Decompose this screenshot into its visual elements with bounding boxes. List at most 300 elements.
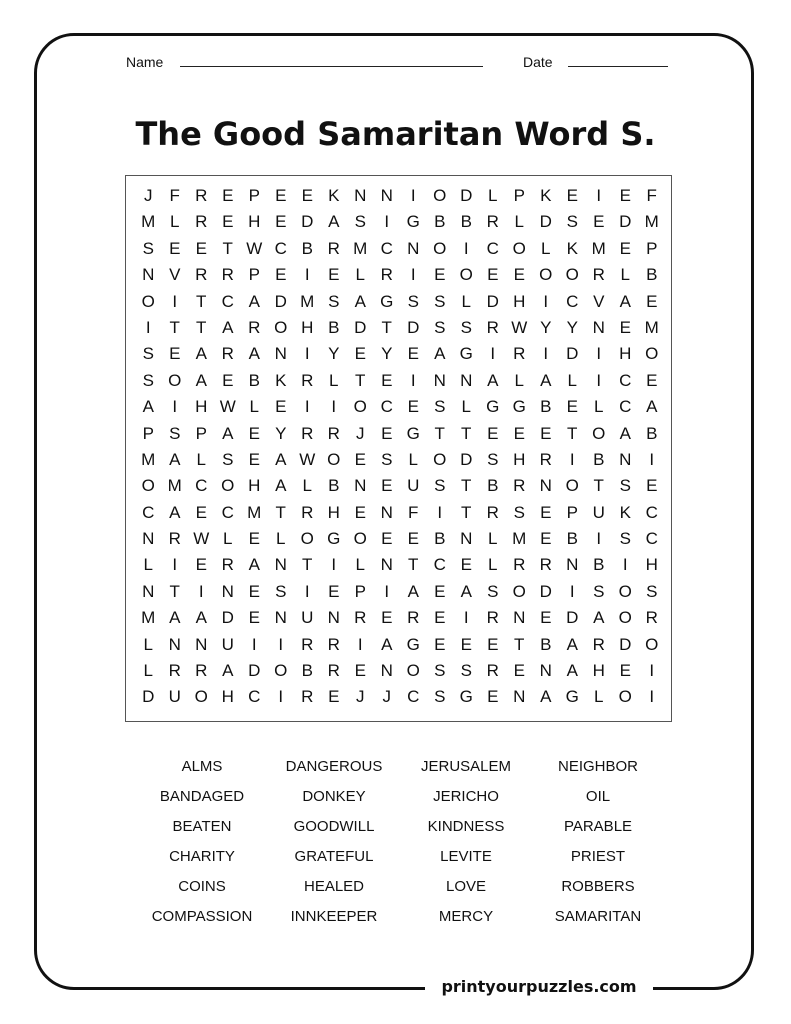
grid-letter[interactable]: S xyxy=(460,317,472,337)
grid-letter[interactable]: C xyxy=(433,555,446,575)
grid-letter[interactable]: R xyxy=(327,634,340,654)
grid-letter[interactable]: C xyxy=(619,370,632,390)
grid-letter[interactable]: U xyxy=(168,687,181,707)
grid-letter[interactable]: B xyxy=(328,476,340,496)
grid-letter[interactable]: B xyxy=(460,212,472,232)
grid-letter[interactable]: A xyxy=(248,555,260,575)
grid-letter[interactable]: M xyxy=(353,238,368,258)
grid-letter[interactable]: R xyxy=(301,423,314,443)
grid-letter[interactable]: E xyxy=(487,265,499,285)
grid-letter[interactable]: A xyxy=(381,634,393,654)
grid-letter[interactable]: U xyxy=(221,634,234,654)
grid-letter[interactable]: T xyxy=(222,238,233,258)
grid-letter[interactable]: A xyxy=(566,634,578,654)
grid-letter[interactable]: K xyxy=(540,186,552,205)
grid-letter[interactable]: L xyxy=(143,661,153,681)
grid-letter[interactable]: E xyxy=(407,397,419,417)
grid-letter[interactable]: T xyxy=(567,423,578,443)
grid-letter[interactable]: D xyxy=(221,608,234,628)
grid-letter[interactable]: T xyxy=(461,476,472,496)
grid-letter[interactable]: S xyxy=(593,581,605,601)
grid-letter[interactable]: R xyxy=(486,502,499,522)
grid-letter[interactable]: H xyxy=(645,555,658,575)
grid-letter[interactable]: O xyxy=(592,423,606,443)
grid-letter[interactable]: E xyxy=(407,529,419,549)
grid-letter[interactable]: T xyxy=(302,555,313,575)
grid-letter[interactable]: I xyxy=(278,687,284,707)
grid-letter[interactable]: N xyxy=(513,608,526,628)
grid-letter[interactable]: S xyxy=(434,687,446,707)
grid-letter[interactable]: K xyxy=(328,186,340,205)
grid-letter[interactable]: A xyxy=(222,423,234,443)
grid-letter[interactable]: V xyxy=(169,265,181,285)
grid-letter[interactable]: E xyxy=(195,502,207,522)
grid-letter[interactable]: E xyxy=(619,317,631,337)
grid-letter[interactable]: E xyxy=(248,449,260,469)
grid-letter[interactable]: S xyxy=(434,317,446,337)
grid-letter[interactable]: E xyxy=(195,555,207,575)
grid-letter[interactable]: R xyxy=(645,608,658,628)
grid-letter[interactable]: G xyxy=(406,212,420,232)
grid-letter[interactable]: S xyxy=(142,344,154,364)
grid-letter[interactable]: P xyxy=(195,423,207,443)
grid-letter[interactable]: R xyxy=(380,265,393,285)
grid-letter[interactable]: P xyxy=(142,423,154,443)
grid-letter[interactable]: G xyxy=(459,687,473,707)
grid-letter[interactable]: L xyxy=(514,370,524,390)
grid-letter[interactable]: U xyxy=(407,476,420,496)
grid-letter[interactable]: G xyxy=(406,634,420,654)
grid-letter[interactable]: G xyxy=(565,687,579,707)
grid-letter[interactable]: D xyxy=(460,449,473,469)
grid-letter[interactable]: G xyxy=(406,423,420,443)
grid-letter[interactable]: O xyxy=(459,265,473,285)
grid-letter[interactable]: E xyxy=(540,608,552,628)
grid-letter[interactable]: R xyxy=(195,212,208,232)
grid-letter[interactable]: E xyxy=(354,661,366,681)
grid-letter[interactable]: D xyxy=(354,317,367,337)
grid-letter[interactable]: C xyxy=(195,476,208,496)
grid-letter[interactable]: L xyxy=(594,687,604,707)
grid-letter[interactable]: B xyxy=(487,476,499,496)
grid-letter[interactable]: I xyxy=(543,291,549,311)
grid-letter[interactable]: S xyxy=(487,581,499,601)
grid-letter[interactable]: N xyxy=(168,634,181,654)
grid-letter[interactable]: E xyxy=(169,238,181,258)
grid-letter[interactable]: N xyxy=(380,555,393,575)
grid-letter[interactable]: N xyxy=(274,555,287,575)
grid-letter[interactable]: I xyxy=(649,687,655,707)
grid-letter[interactable]: D xyxy=(566,344,579,364)
grid-letter[interactable]: D xyxy=(619,212,632,232)
grid-letter[interactable]: H xyxy=(513,291,526,311)
grid-letter[interactable]: L xyxy=(488,555,498,575)
grid-letter[interactable]: I xyxy=(384,581,390,601)
grid-letter[interactable]: E xyxy=(407,344,419,364)
grid-letter[interactable]: K xyxy=(619,502,631,522)
grid-letter[interactable]: A xyxy=(169,502,181,522)
grid-letter[interactable]: P xyxy=(646,238,658,258)
grid-letter[interactable]: E xyxy=(222,370,234,390)
grid-letter[interactable]: N xyxy=(221,581,234,601)
grid-letter[interactable]: E xyxy=(248,608,260,628)
grid-letter[interactable]: E xyxy=(275,265,287,285)
grid-letter[interactable]: P xyxy=(513,186,525,205)
grid-letter[interactable]: E xyxy=(222,186,234,205)
grid-letter[interactable]: O xyxy=(645,634,659,654)
grid-letter[interactable]: A xyxy=(460,581,472,601)
grid-letter[interactable]: E xyxy=(275,397,287,417)
grid-letter[interactable]: N xyxy=(433,370,446,390)
grid-letter[interactable]: E xyxy=(540,423,552,443)
grid-letter[interactable]: N xyxy=(142,581,155,601)
grid-letter[interactable]: G xyxy=(327,529,341,549)
date-field-line[interactable] xyxy=(568,66,668,67)
grid-letter[interactable]: R xyxy=(513,476,526,496)
grid-letter[interactable]: R xyxy=(407,608,420,628)
grid-letter[interactable]: I xyxy=(463,238,469,258)
grid-letter[interactable]: L xyxy=(355,265,365,285)
grid-letter[interactable]: I xyxy=(437,502,443,522)
grid-letter[interactable]: I xyxy=(278,634,284,654)
grid-letter[interactable]: A xyxy=(646,397,658,417)
grid-letter[interactable]: R xyxy=(301,502,314,522)
grid-letter[interactable]: E xyxy=(195,238,207,258)
grid-letter[interactable]: I xyxy=(172,555,178,575)
grid-letter[interactable]: H xyxy=(195,397,208,417)
grid-letter[interactable]: N xyxy=(380,502,393,522)
grid-letter[interactable]: S xyxy=(434,661,446,681)
grid-letter[interactable]: M xyxy=(167,476,182,496)
grid-letter[interactable]: T xyxy=(169,581,180,601)
grid-letter[interactable]: G xyxy=(512,397,526,417)
grid-letter[interactable]: I xyxy=(596,370,602,390)
grid-letter[interactable]: D xyxy=(539,581,552,601)
grid-letter[interactable]: J xyxy=(144,186,153,205)
grid-letter[interactable]: A xyxy=(195,344,207,364)
grid-letter[interactable]: I xyxy=(410,370,416,390)
grid-letter[interactable]: E xyxy=(646,291,658,311)
grid-letter[interactable]: C xyxy=(380,397,393,417)
grid-letter[interactable]: O xyxy=(433,238,447,258)
grid-letter[interactable]: C xyxy=(645,529,658,549)
grid-letter[interactable]: I xyxy=(596,529,602,549)
grid-letter[interactable]: E xyxy=(566,397,578,417)
grid-letter[interactable]: A xyxy=(593,608,605,628)
grid-letter[interactable]: A xyxy=(169,449,181,469)
grid-letter[interactable]: A xyxy=(540,687,552,707)
grid-letter[interactable]: I xyxy=(331,555,337,575)
grid-letter[interactable]: I xyxy=(304,397,310,417)
grid-letter[interactable]: D xyxy=(486,291,499,311)
grid-letter[interactable]: E xyxy=(434,265,446,285)
grid-letter[interactable]: E xyxy=(381,370,393,390)
grid-letter[interactable]: O xyxy=(327,449,341,469)
grid-letter[interactable]: E xyxy=(275,212,287,232)
grid-letter[interactable]: O xyxy=(565,476,579,496)
grid-letter[interactable]: I xyxy=(569,449,575,469)
grid-letter[interactable]: E xyxy=(434,608,446,628)
grid-letter[interactable]: E xyxy=(328,687,340,707)
grid-letter[interactable]: O xyxy=(300,529,314,549)
grid-letter[interactable]: O xyxy=(512,238,526,258)
grid-letter[interactable]: E xyxy=(646,476,658,496)
grid-letter[interactable]: E xyxy=(275,186,287,205)
grid-letter[interactable]: N xyxy=(274,344,287,364)
grid-letter[interactable]: S xyxy=(407,291,419,311)
grid-letter[interactable]: H xyxy=(248,476,261,496)
grid-letter[interactable]: P xyxy=(566,502,578,522)
grid-letter[interactable]: N xyxy=(354,186,367,205)
grid-letter[interactable]: L xyxy=(461,291,471,311)
grid-letter[interactable]: L xyxy=(329,370,339,390)
grid-letter[interactable]: W xyxy=(246,238,263,258)
grid-letter[interactable]: O xyxy=(274,661,288,681)
grid-letter[interactable]: R xyxy=(486,317,499,337)
grid-letter[interactable]: O xyxy=(433,449,447,469)
grid-letter[interactable]: S xyxy=(487,449,499,469)
grid-letter[interactable]: R xyxy=(221,265,234,285)
grid-letter[interactable]: E xyxy=(248,423,260,443)
grid-letter[interactable]: A xyxy=(222,661,234,681)
grid-letter[interactable]: N xyxy=(566,555,579,575)
grid-letter[interactable]: B xyxy=(434,212,446,232)
grid-letter[interactable]: T xyxy=(196,317,207,337)
grid-letter[interactable]: L xyxy=(143,555,153,575)
grid-letter[interactable]: D xyxy=(566,608,579,628)
grid-letter[interactable]: R xyxy=(513,344,526,364)
grid-letter[interactable]: E xyxy=(381,476,393,496)
grid-letter[interactable]: G xyxy=(380,291,394,311)
grid-letter[interactable]: I xyxy=(304,344,310,364)
grid-letter[interactable]: N xyxy=(274,608,287,628)
name-field-line[interactable] xyxy=(180,66,483,67)
grid-letter[interactable]: G xyxy=(486,397,500,417)
grid-letter[interactable]: E xyxy=(460,555,472,575)
grid-letter[interactable]: P xyxy=(248,265,260,285)
grid-letter[interactable]: M xyxy=(141,608,156,628)
grid-letter[interactable]: R xyxy=(513,555,526,575)
grid-letter[interactable]: C xyxy=(407,687,420,707)
grid-letter[interactable]: S xyxy=(513,502,525,522)
grid-letter[interactable]: I xyxy=(410,265,416,285)
grid-letter[interactable]: L xyxy=(567,370,577,390)
grid-letter[interactable]: O xyxy=(618,608,632,628)
grid-letter[interactable]: L xyxy=(408,449,418,469)
grid-letter[interactable]: D xyxy=(407,317,420,337)
grid-letter[interactable]: Y xyxy=(566,317,578,337)
grid-letter[interactable]: T xyxy=(275,502,286,522)
grid-letter[interactable]: L xyxy=(223,529,233,549)
grid-letter[interactable]: E xyxy=(566,186,578,205)
grid-letter[interactable]: E xyxy=(354,449,366,469)
grid-letter[interactable]: B xyxy=(646,423,658,443)
grid-letter[interactable]: E xyxy=(619,661,631,681)
grid-letter[interactable]: B xyxy=(540,634,552,654)
grid-letter[interactable]: I xyxy=(596,344,602,364)
grid-letter[interactable]: T xyxy=(593,476,604,496)
grid-letter[interactable]: I xyxy=(490,344,496,364)
grid-letter[interactable]: T xyxy=(381,317,392,337)
grid-letter[interactable]: B xyxy=(328,317,340,337)
grid-letter[interactable]: P xyxy=(354,581,366,601)
grid-letter[interactable]: C xyxy=(221,291,234,311)
grid-letter[interactable]: D xyxy=(619,634,632,654)
grid-letter[interactable]: B xyxy=(434,529,446,549)
grid-letter[interactable]: E xyxy=(513,423,525,443)
grid-letter[interactable]: E xyxy=(381,608,393,628)
grid-letter[interactable]: R xyxy=(327,423,340,443)
grid-letter[interactable]: I xyxy=(304,265,310,285)
grid-letter[interactable]: A xyxy=(434,344,446,364)
grid-letter[interactable]: R xyxy=(327,238,340,258)
grid-letter[interactable]: O xyxy=(645,344,659,364)
grid-letter[interactable]: Y xyxy=(381,344,393,364)
grid-letter[interactable]: C xyxy=(221,502,234,522)
grid-letter[interactable]: S xyxy=(646,581,658,601)
grid-letter[interactable]: I xyxy=(198,581,204,601)
grid-letter[interactable]: R xyxy=(592,634,605,654)
grid-letter[interactable]: J xyxy=(382,687,391,707)
grid-letter[interactable]: O xyxy=(141,476,155,496)
grid-letter[interactable]: L xyxy=(488,186,498,205)
grid-letter[interactable]: H xyxy=(301,317,314,337)
grid-letter[interactable]: S xyxy=(434,476,446,496)
grid-letter[interactable]: M xyxy=(512,529,527,549)
grid-letter[interactable]: R xyxy=(327,661,340,681)
grid-letter[interactable]: R xyxy=(248,317,261,337)
grid-letter[interactable]: V xyxy=(593,291,605,311)
grid-letter[interactable]: A xyxy=(195,370,207,390)
grid-letter[interactable]: E xyxy=(460,634,472,654)
grid-letter[interactable]: R xyxy=(195,186,208,205)
grid-letter[interactable]: I xyxy=(569,581,575,601)
grid-letter[interactable]: Y xyxy=(328,344,340,364)
grid-letter[interactable]: I xyxy=(331,397,337,417)
grid-letter[interactable]: R xyxy=(539,449,552,469)
grid-letter[interactable]: N xyxy=(539,476,552,496)
grid-letter[interactable]: I xyxy=(304,581,310,601)
grid-letter[interactable]: E xyxy=(619,238,631,258)
grid-letter[interactable]: O xyxy=(168,370,182,390)
grid-letter[interactable]: H xyxy=(619,344,632,364)
grid-letter[interactable]: A xyxy=(407,581,419,601)
grid-letter[interactable]: S xyxy=(619,529,631,549)
grid-letter[interactable]: O xyxy=(539,265,553,285)
grid-letter[interactable]: H xyxy=(221,687,234,707)
grid-letter[interactable]: R xyxy=(195,265,208,285)
grid-letter[interactable]: O xyxy=(353,397,367,417)
grid-letter[interactable]: R xyxy=(539,555,552,575)
grid-letter[interactable]: N xyxy=(513,687,526,707)
grid-letter[interactable]: R xyxy=(486,212,499,232)
grid-letter[interactable]: I xyxy=(172,397,178,417)
grid-letter[interactable]: O xyxy=(194,687,208,707)
grid-letter[interactable]: J xyxy=(356,423,365,443)
grid-letter[interactable]: N xyxy=(195,634,208,654)
grid-letter[interactable]: T xyxy=(169,317,180,337)
grid-letter[interactable]: N xyxy=(142,529,155,549)
grid-letter[interactable]: H xyxy=(592,661,605,681)
grid-letter[interactable]: S xyxy=(222,449,234,469)
grid-letter[interactable]: H xyxy=(327,502,340,522)
grid-letter[interactable]: E xyxy=(354,344,366,364)
grid-letter[interactable]: R xyxy=(354,608,367,628)
grid-letter[interactable]: S xyxy=(328,291,340,311)
grid-letter[interactable]: I xyxy=(251,634,257,654)
grid-letter[interactable]: D xyxy=(142,687,155,707)
grid-letter[interactable]: A xyxy=(619,291,631,311)
grid-letter[interactable]: L xyxy=(488,529,498,549)
grid-letter[interactable]: U xyxy=(301,608,314,628)
grid-letter[interactable]: N xyxy=(619,449,632,469)
grid-letter[interactable]: S xyxy=(169,423,181,443)
grid-letter[interactable]: Y xyxy=(540,317,552,337)
grid-letter[interactable]: L xyxy=(355,555,365,575)
grid-letter[interactable]: W xyxy=(219,397,236,417)
grid-letter[interactable]: N xyxy=(380,186,393,205)
grid-letter[interactable]: L xyxy=(196,449,206,469)
grid-letter[interactable]: B xyxy=(301,661,313,681)
grid-letter[interactable]: E xyxy=(328,265,340,285)
grid-letter[interactable]: N xyxy=(380,661,393,681)
grid-letter[interactable]: E xyxy=(248,529,260,549)
grid-letter[interactable]: T xyxy=(434,423,445,443)
grid-letter[interactable]: D xyxy=(274,291,287,311)
grid-letter[interactable]: F xyxy=(646,186,657,205)
grid-letter[interactable]: F xyxy=(408,502,419,522)
grid-letter[interactable]: S xyxy=(381,449,393,469)
grid-letter[interactable]: C xyxy=(566,291,579,311)
grid-letter[interactable]: N xyxy=(354,476,367,496)
grid-letter[interactable]: C xyxy=(248,687,261,707)
grid-letter[interactable]: L xyxy=(143,634,153,654)
grid-letter[interactable]: B xyxy=(646,265,658,285)
grid-letter[interactable]: R xyxy=(221,555,234,575)
grid-letter[interactable]: D xyxy=(301,212,314,232)
grid-letter[interactable]: N xyxy=(539,661,552,681)
grid-letter[interactable]: H xyxy=(513,449,526,469)
grid-letter[interactable]: I xyxy=(145,317,151,337)
grid-letter[interactable]: I xyxy=(543,344,549,364)
grid-letter[interactable]: R xyxy=(486,661,499,681)
grid-letter[interactable]: E xyxy=(487,634,499,654)
grid-letter[interactable]: I xyxy=(172,291,178,311)
grid-letter[interactable]: T xyxy=(355,370,366,390)
grid-letter[interactable]: I xyxy=(596,186,602,205)
grid-letter[interactable]: E xyxy=(487,423,499,443)
grid-letter[interactable]: E xyxy=(646,370,658,390)
grid-letter[interactable]: W xyxy=(511,317,528,337)
grid-letter[interactable]: N xyxy=(460,370,473,390)
grid-letter[interactable]: T xyxy=(196,291,207,311)
grid-letter[interactable]: L xyxy=(249,397,259,417)
grid-letter[interactable]: O xyxy=(353,529,367,549)
grid-letter[interactable]: B xyxy=(566,529,578,549)
grid-letter[interactable]: I xyxy=(649,449,655,469)
grid-letter[interactable]: T xyxy=(461,502,472,522)
grid-letter[interactable]: E xyxy=(434,581,446,601)
grid-letter[interactable]: E xyxy=(169,344,181,364)
grid-letter[interactable]: W xyxy=(193,529,210,549)
grid-letter[interactable]: O xyxy=(618,687,632,707)
grid-letter[interactable]: I xyxy=(357,634,363,654)
grid-letter[interactable]: K xyxy=(566,238,578,258)
grid-letter[interactable]: O xyxy=(565,265,579,285)
grid-letter[interactable]: M xyxy=(300,291,315,311)
grid-letter[interactable]: S xyxy=(566,212,578,232)
grid-letter[interactable]: L xyxy=(594,397,604,417)
